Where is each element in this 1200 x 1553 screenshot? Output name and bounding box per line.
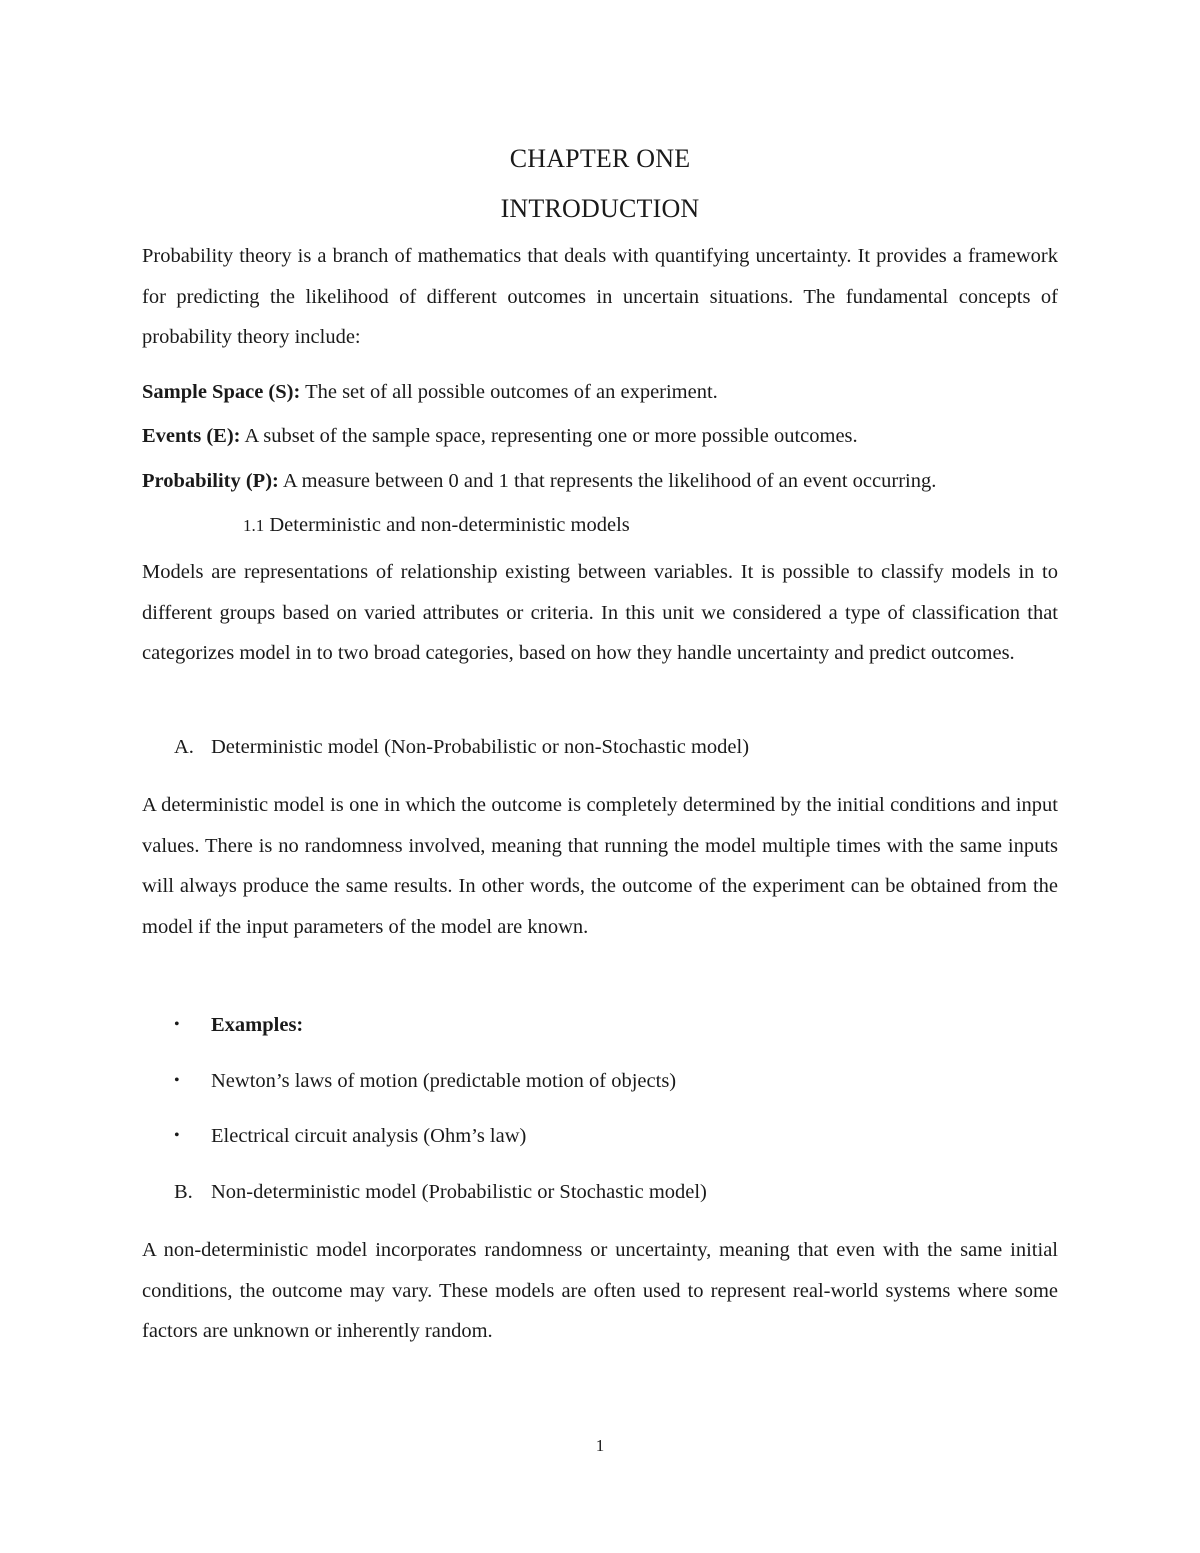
definition-probability (142, 470, 1072, 493)
subsection-heading (243, 514, 630, 537)
definition-sample-space (142, 381, 1072, 404)
definition-term: Events (E): (142, 425, 241, 447)
bullet-text: Examples: (211, 1014, 304, 1036)
definition-events (142, 425, 1072, 448)
model-b-title: Non-deterministic model (Probabilistic or Stochastic model) (211, 1181, 707, 1203)
section-title: INTRODUCTION (500, 194, 700, 223)
model-a-heading (174, 736, 749, 759)
bullet-text: Newton’s laws of motion (predictable motion of objects) (211, 1070, 677, 1092)
bullet-ohm (174, 1125, 526, 1148)
subsection-number: 1.1 (243, 516, 265, 535)
models-paragraph: Models are representations of relationship existing between variables. It is possible to classify models in to different groups based on varied attributes or criteria. In this unit we considered a type of classification that categorizes model in to two broad categories, based on how they handle uncertainty and predict outcomes. (142, 561, 1058, 664)
definition-term: Probability (P): (142, 470, 279, 492)
bullet-icon: • (174, 1127, 180, 1144)
bullet-icon: • (174, 1072, 180, 1089)
page-number: 1 (595, 1436, 605, 1455)
chapter-title: CHAPTER ONE (509, 144, 691, 173)
definition-text: A measure between 0 and 1 that represents the likelihood of an event occurring. (278, 470, 937, 492)
model-a-title: Deterministic model (Non-Probabilistic or non-Stochastic model) (211, 736, 750, 758)
definition-text: The set of all possible outcomes of an experiment. (300, 381, 718, 403)
bullet-text: Electrical circuit analysis (Ohm’s law) (211, 1125, 527, 1147)
intro-paragraph: Probability theory is a branch of mathematics that deals with quantifying uncertainty. It provides a framework for predicting the likelihood of different outcomes in uncertain situations. The fundamental concepts of probability theory include: (142, 245, 1058, 348)
subsection-title: Deterministic and non-deterministic models (269, 514, 630, 536)
bullet-newton (174, 1070, 676, 1093)
model-a-paragraph: A deterministic model is one in which the outcome is completely determined by the initial conditions and input values. There is no randomness involved, meaning that running the model multiple times with the same inputs will always produce the same results. In other words, the outcome of the experiment can be obtained from the model if the input parameters of the model are known. (142, 794, 1058, 938)
model-b-paragraph: A non-deterministic model incorporates randomness or uncertainty, meaning that even with the same initial conditions, the outcome may vary. These models are often used to represent real-world systems where some factors are unknown or inherently random. (142, 1239, 1058, 1342)
definition-text: A subset of the sample space, representing one or more possible outcomes. (240, 425, 858, 447)
bullet-examples (174, 1014, 303, 1037)
definition-term: Sample Space (S): (142, 381, 301, 403)
model-b-heading (174, 1181, 707, 1204)
model-b-letter: B. (174, 1181, 193, 1203)
model-a-letter: A. (174, 736, 194, 758)
bullet-icon: • (174, 1016, 180, 1033)
